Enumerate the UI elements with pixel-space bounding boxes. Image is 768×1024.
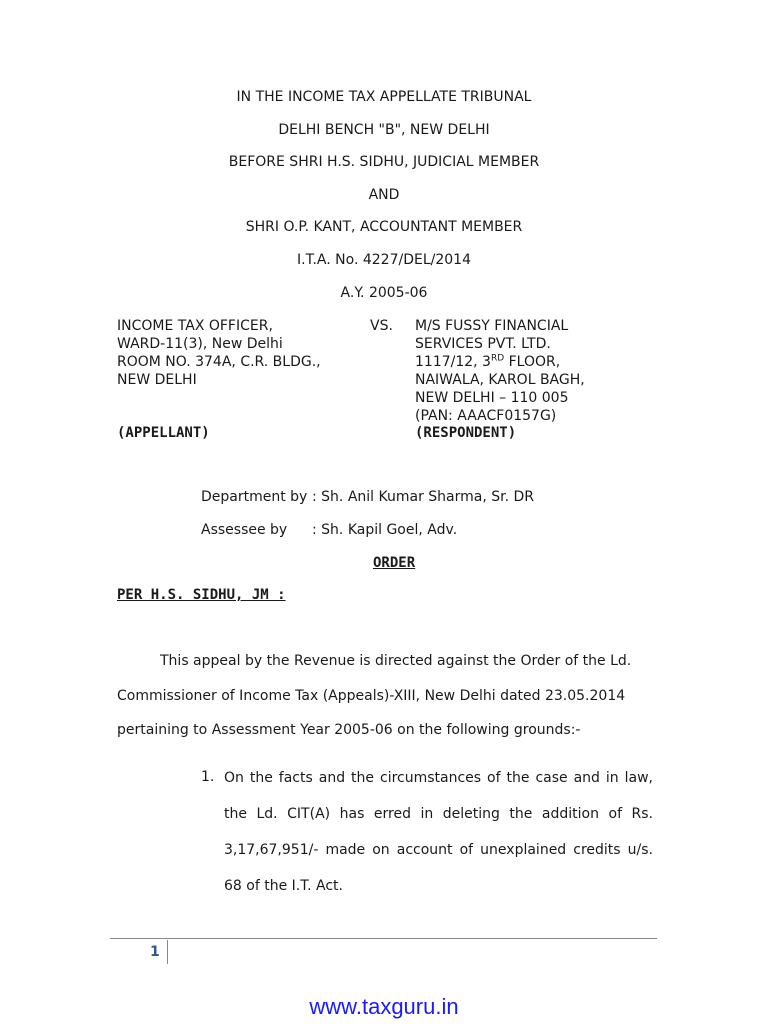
ground-item xyxy=(224,769,653,913)
per-judge-line: PER H.S. SIDHU, JM : xyxy=(117,587,286,603)
respondent-line: (PAN: AAACF0157G) xyxy=(415,408,557,424)
taxguru-link[interactable]: www.taxguru.in xyxy=(309,994,459,1019)
ground-line: On the facts and the circumstances of the case and in law, xyxy=(224,770,653,786)
body-line: Commissioner of Income Tax (Appeals)-XIII, New Delhi dated 23.05.2014 xyxy=(117,687,626,704)
assessee-by-label: Assessee by xyxy=(201,522,288,538)
appellant-address xyxy=(117,317,321,389)
footer-vertical-bar xyxy=(167,940,168,964)
ground-line: 68 of the I.T. Act. xyxy=(224,878,343,894)
ground-line: the Ld. CIT(A) has erred in deleting the addition of Rs. xyxy=(224,806,653,822)
accountant-member-line: SHRI O.P. KANT, ACCOUNTANT MEMBER xyxy=(245,219,523,235)
respondent-floor-post: FLOOR, xyxy=(504,354,561,370)
respondent-line: SERVICES PVT. LTD. xyxy=(415,336,551,352)
respondent-floor-sup: RD xyxy=(490,353,505,364)
respondent-line: M/S FUSSY FINANCIAL xyxy=(415,318,569,334)
body-paragraph xyxy=(117,652,653,756)
assessment-year: A.Y. 2005-06 xyxy=(340,285,428,301)
page-number: 1 xyxy=(150,944,160,960)
appellant-line: NEW DELHI xyxy=(117,372,197,388)
order-title: ORDER xyxy=(373,555,416,571)
ita-number: I.T.A. No. 4227/DEL/2014 xyxy=(297,252,471,268)
respondent-line: NAIWALA, KAROL BAGH, xyxy=(415,372,585,388)
respondent-line: NEW DELHI – 110 005 xyxy=(415,390,569,406)
appellant-line: WARD-11(3), New Delhi xyxy=(117,336,283,352)
respondent-line xyxy=(415,353,585,371)
department-by-label: Department by xyxy=(201,489,308,505)
footer-divider xyxy=(110,938,657,939)
and-line: AND xyxy=(368,187,400,203)
respondent-floor-pre: 1117/12, 3 xyxy=(415,354,491,370)
tribunal-title: IN THE INCOME TAX APPELLATE TRIBUNAL xyxy=(236,89,532,105)
respondent-label: (RESPONDENT) xyxy=(415,425,517,441)
ground-number: 1. xyxy=(201,769,215,785)
appellant-line: INCOME TAX OFFICER, xyxy=(117,318,273,334)
assessee-by-value: : Sh. Kapil Goel, Adv. xyxy=(312,522,458,538)
respondent-address xyxy=(415,317,585,425)
bench-line: DELHI BENCH "B", NEW DELHI xyxy=(278,122,490,138)
appellant-line: ROOM NO. 374A, C.R. BLDG., xyxy=(117,354,321,370)
body-line: This appeal by the Revenue is directed against the Order of the Ld. xyxy=(160,653,632,669)
appellant-label: (APPELLANT) xyxy=(117,425,210,441)
body-line: pertaining to Assessment Year 2005-06 on the following grounds:- xyxy=(117,722,581,738)
ground-line: 3,17,67,951/- made on account of unexplained credits u/s. xyxy=(224,842,653,858)
judicial-member-line: BEFORE SHRI H.S. SIDHU, JUDICIAL MEMBER xyxy=(228,154,540,170)
versus-label: VS. xyxy=(370,318,393,334)
department-by-value: : Sh. Anil Kumar Sharma, Sr. DR xyxy=(312,489,535,505)
